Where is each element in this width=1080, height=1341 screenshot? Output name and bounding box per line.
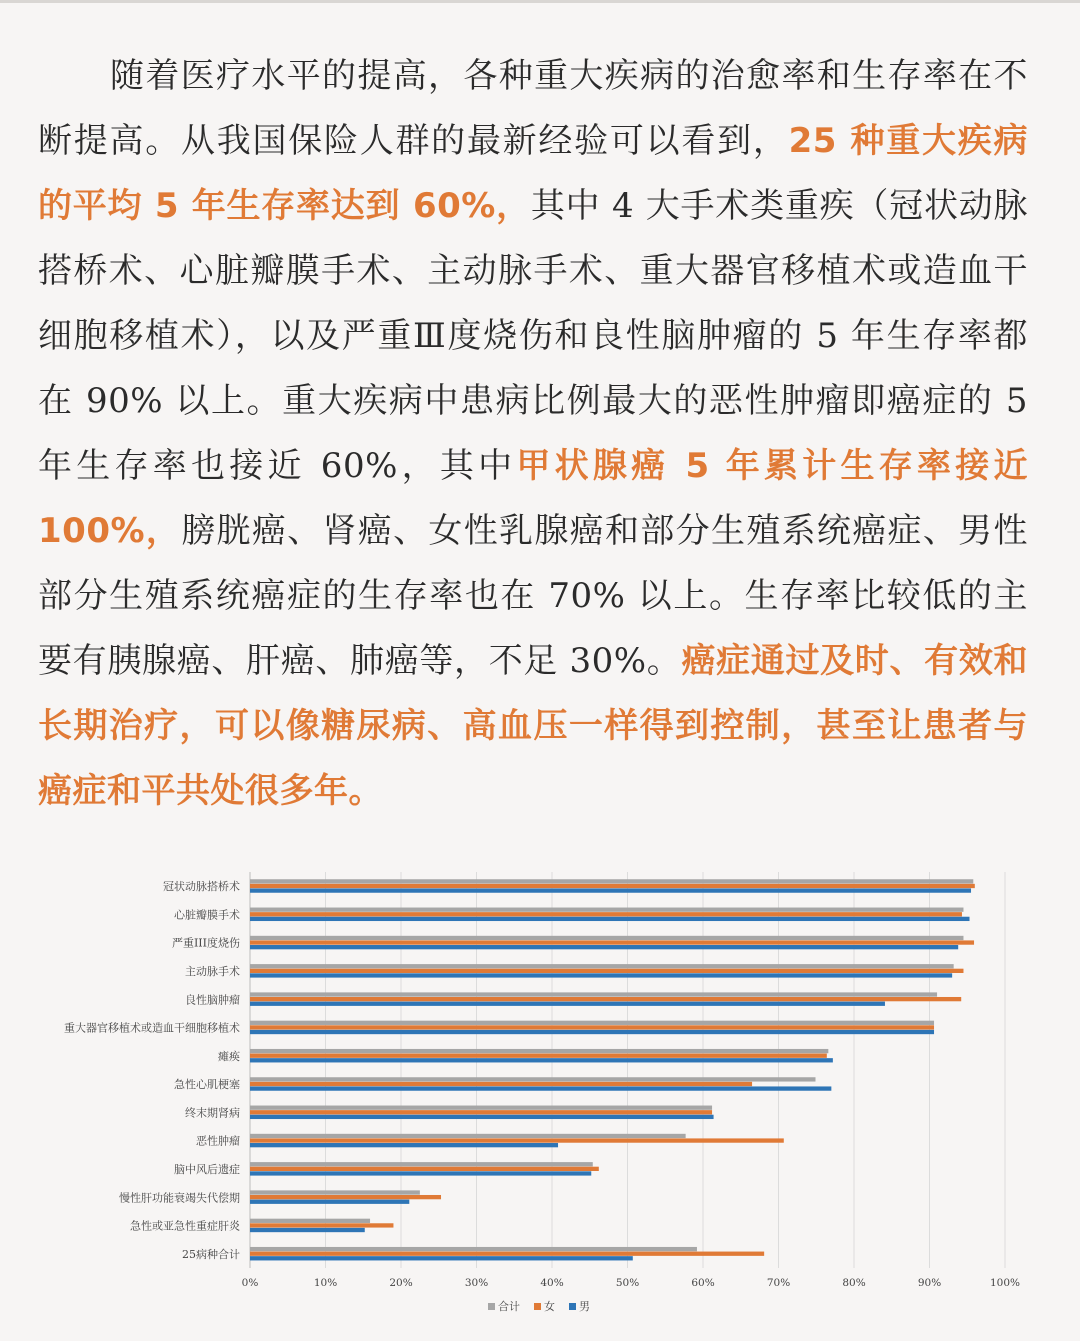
bar-合计: [250, 936, 963, 940]
chart-grid: [250, 872, 1005, 1268]
bar-女: [250, 912, 962, 916]
bar-女: [250, 884, 975, 888]
highlight-segment: 甲状腺癌 5 年累计生存率接近 100%，: [38, 446, 1028, 551]
bar-女: [250, 940, 974, 944]
x-tick-label: 30%: [464, 1277, 489, 1289]
bar-女: [250, 1195, 441, 1199]
legend-swatch-女: [534, 1303, 541, 1310]
x-tick-label: 10%: [313, 1277, 338, 1289]
category-label: 良性脑肿瘤: [185, 993, 240, 1007]
category-label: 急性心肌梗塞: [174, 1078, 240, 1092]
bar-女: [250, 969, 963, 973]
category-label: 严重III度烧伤: [171, 936, 240, 950]
category-label: 瘫痪: [218, 1049, 240, 1063]
chart-bars: [250, 879, 975, 1260]
bar-男: [250, 1143, 558, 1147]
bar-合计: [250, 1049, 828, 1053]
x-tick-label: 60%: [691, 1277, 715, 1289]
text-segment: 其中 4 大手术类重疾（冠状动脉搭桥术、心脏瓣膜手术、主动脉手术、重大器官移植术或造血干细胞移植术），以及严重Ⅲ度烧伤和良性脑肿瘤的 5 年生存率都在 90% 以上。重大疾病中患病比例最大的恶性肿瘤即癌症的 5 年生存率也接近 60%，其中: [38, 186, 1028, 486]
bar-合计: [250, 1077, 815, 1081]
legend-label: 合计: [498, 1300, 520, 1313]
chart-svg: [0, 850, 1080, 1330]
bar-女: [250, 1252, 764, 1256]
legend-swatch-男: [569, 1303, 576, 1310]
bar-男: [250, 1200, 409, 1204]
category-label: 急性或亚急性重症肝炎: [130, 1219, 240, 1233]
article-text: [38, 44, 1028, 824]
bar-女: [250, 1167, 599, 1171]
category-label: 冠状动脉搭桥术: [163, 880, 240, 894]
bar-男: [250, 1030, 934, 1034]
bar-男: [250, 1002, 885, 1006]
highlight-segment: 25 种重大疾病的平均 5 年生存率达到 60%，: [38, 121, 1028, 226]
legend-label: 女: [544, 1300, 555, 1313]
legend-label: 男: [579, 1300, 590, 1313]
legend-swatch-合计: [488, 1303, 495, 1310]
bar-合计: [250, 964, 954, 968]
x-tick-label: 20%: [389, 1277, 413, 1289]
bar-合计: [250, 1162, 593, 1166]
bar-女: [250, 1138, 784, 1142]
bar-男: [250, 1115, 714, 1119]
bar-女: [250, 1025, 934, 1029]
x-tick-label: 0%: [241, 1277, 259, 1289]
top-divider: [0, 0, 1080, 3]
x-tick-label: 70%: [766, 1277, 791, 1289]
category-label: 终末期肾病: [185, 1106, 240, 1120]
bar-男: [250, 945, 958, 949]
bar-合计: [250, 1021, 934, 1025]
bar-女: [250, 997, 961, 1001]
x-tick-label: 50%: [615, 1277, 640, 1289]
survival-rate-chart: [0, 850, 1080, 1330]
chart-category-labels: [64, 879, 241, 1261]
bar-合计: [250, 1190, 420, 1194]
x-tick-label: 100%: [989, 1277, 1021, 1289]
bar-男: [250, 973, 952, 977]
bar-男: [250, 917, 970, 921]
category-label: 脑中风后遗症: [174, 1163, 240, 1176]
bar-男: [250, 1256, 633, 1260]
category-label: 主动脉手术: [185, 965, 240, 978]
chart-tick-labels: [242, 1277, 1020, 1289]
category-label: 重大器官移植术或造血干细胞移植术: [64, 1021, 240, 1035]
bar-男: [250, 1171, 591, 1175]
x-tick-label: 80%: [842, 1277, 866, 1289]
bar-女: [250, 1054, 827, 1058]
bar-合计: [250, 879, 973, 883]
bar-合计: [250, 1134, 686, 1138]
bar-男: [250, 1058, 833, 1062]
bar-合计: [250, 1106, 712, 1110]
text-segment: 膀胱癌、肾癌、女性乳腺癌和部分生殖系统癌症、男性部分生殖系统癌症的生存率也在 70% 以上。生存率比较低的主要有胰腺癌、肝癌、肺癌等，不足 30%。: [38, 511, 1029, 681]
text-segment: 随着医疗水平的提高，各种重大疾病的治愈率和生存率在不断提高。从我国保险人群的最新经验可以看到，: [38, 56, 1028, 161]
highlight-segment: 癌症通过及时、有效和长期治疗，可以像糖尿病、高血压一样得到控制，甚至让患者与癌症和平共处很多年。: [38, 641, 1028, 811]
bar-合计: [250, 992, 937, 996]
category-label: 慢性肝功能衰竭失代偿期: [119, 1191, 240, 1205]
bar-男: [250, 888, 971, 892]
bar-合计: [250, 1219, 370, 1223]
category-label: 25病种合计: [182, 1247, 240, 1261]
category-label: 恶性肿瘤: [196, 1134, 240, 1148]
bar-男: [250, 1086, 831, 1090]
bar-合计: [250, 908, 963, 912]
category-label: 心脏瓣膜手术: [174, 908, 240, 922]
article-paragraph: [38, 44, 1028, 824]
chart-legend: [488, 1299, 590, 1313]
bar-女: [250, 1110, 712, 1114]
x-tick-label: 40%: [540, 1277, 564, 1289]
x-tick-label: 90%: [917, 1277, 942, 1289]
bar-男: [250, 1228, 365, 1232]
bar-女: [250, 1082, 752, 1086]
bar-合计: [250, 1247, 697, 1251]
bar-女: [250, 1223, 393, 1227]
